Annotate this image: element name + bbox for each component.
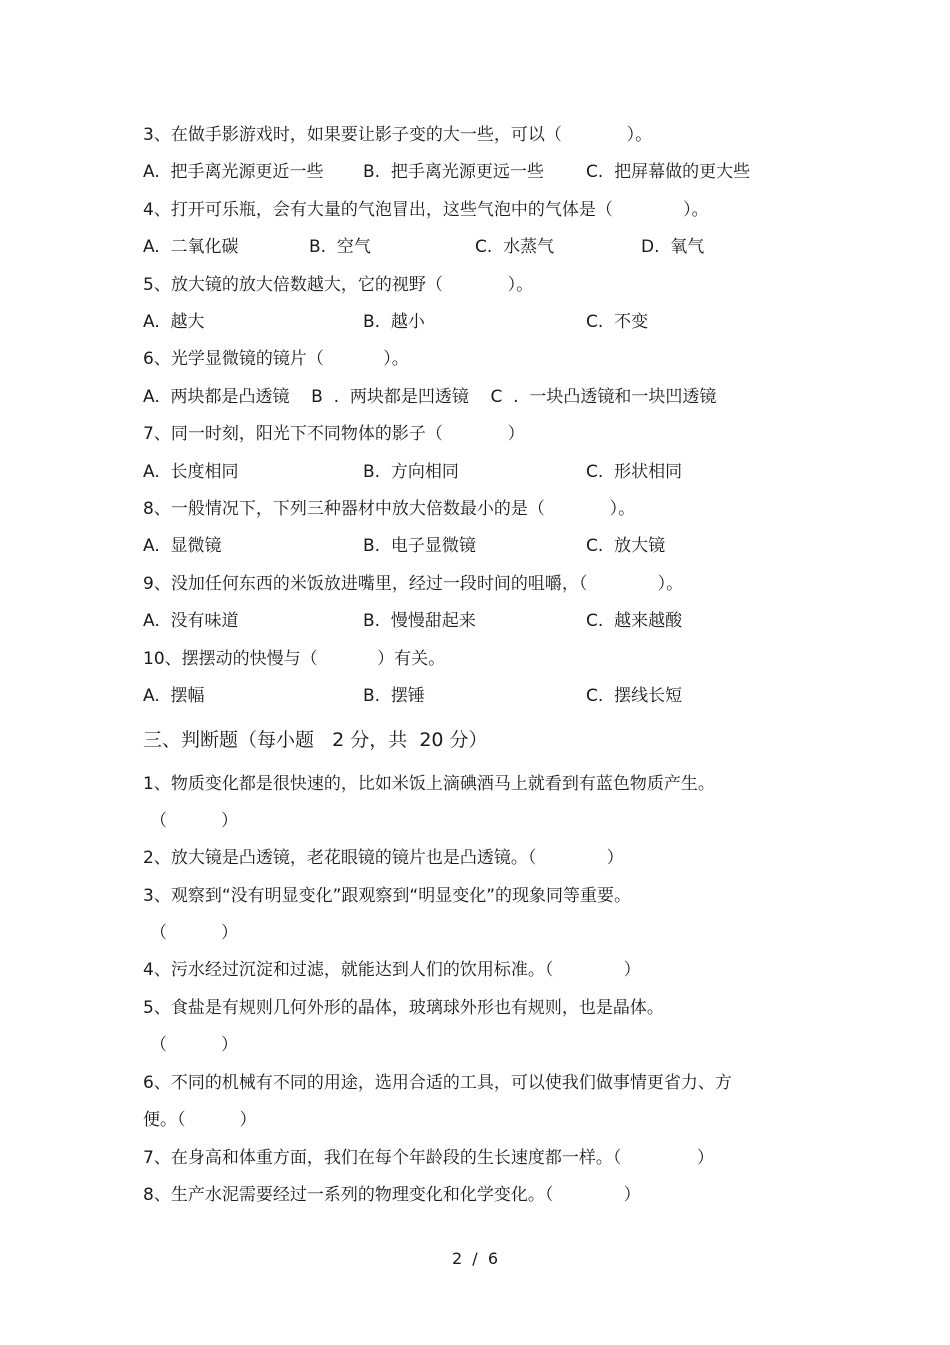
q4-option-a: A. 二氧化碳: [143, 237, 239, 257]
judge-4: 4、污水经过沉淀和过滤，就能达到人们的饮用标准。（ ）: [143, 960, 641, 980]
judge-2: 2、放大镜是凸透镜，老花眼镜的镜片也是凸透镜。（ ）: [143, 848, 624, 868]
judge-1-answer: （ ）: [150, 811, 239, 831]
q5-option-c: C. 不变: [586, 312, 649, 332]
q5-option-a: A. 越大: [143, 312, 205, 332]
q4-option-c: C. 水蒸气: [475, 237, 555, 257]
question-4: 4、打开可乐瓶，会有大量的气泡冒出，这些气泡中的气体是（ ）。: [143, 200, 709, 220]
q4-option-d: D. 氧气: [641, 237, 705, 257]
q7-option-b: B. 方向相同: [363, 462, 459, 482]
page-number: 2 / 6: [451, 1249, 499, 1268]
q9-option-c: C. 越来越酸: [586, 611, 683, 631]
q10-option-c: C. 摆线长短: [586, 686, 683, 706]
section-3-heading: 三、判断题（每小题 2 分，共 20 分）: [143, 729, 488, 751]
q3-option-a: A. 把手离光源更近一些: [143, 162, 324, 182]
q7-option-c: C. 形状相同: [586, 462, 683, 482]
judge-3-answer: （ ）: [150, 923, 239, 943]
question-9: 9、没加任何东西的米饭放进嘴里，经过一段时间的咀嚼，（ ）。: [143, 574, 684, 594]
question-7: 7、同一时刻，阳光下不同物体的影子（ ）: [143, 424, 525, 444]
judge-6-cont: 便。（ ）: [143, 1110, 257, 1130]
q3-option-c: C. 把屏幕做的更大些: [586, 162, 751, 182]
q6-options: A. 两块都是凸透镜 B . 两块都是凹透镜 C . 一块凸透镜和一块凹透镜: [143, 387, 717, 407]
q4-option-b: B. 空气: [309, 237, 371, 257]
q7-option-a: A. 长度相同: [143, 462, 239, 482]
q9-option-a: A. 没有味道: [143, 611, 239, 631]
question-10: 10、摆摆动的快慢与（ ）有关。: [143, 649, 446, 669]
q3-option-b: B. 把手离光源更远一些: [363, 162, 544, 182]
question-5: 5、放大镜的放大倍数越大，它的视野（ ）。: [143, 275, 534, 295]
q8-option-c: C. 放大镜: [586, 536, 666, 556]
judge-8: 8、生产水泥需要经过一系列的物理变化和化学变化。（ ）: [143, 1185, 641, 1205]
judge-1: 1、物质变化都是很快速的，比如米饭上滴碘酒马上就看到有蓝色物质产生。: [143, 774, 715, 794]
q8-option-a: A. 显微镜: [143, 536, 222, 556]
judge-3: 3、观察到“没有明显变化”跟观察到“明显变化”的现象同等重要。: [143, 886, 632, 906]
judge-6: 6、不同的机械有不同的用途，选用合适的工具，可以使我们做事情更省力、方: [143, 1073, 732, 1093]
q10-option-b: B. 摆锤: [363, 686, 425, 706]
judge-5-answer: （ ）: [150, 1035, 239, 1055]
q5-option-b: B. 越小: [363, 312, 425, 332]
question-6: 6、光学显微镜的镜片（ ）。: [143, 349, 409, 369]
q10-option-a: A. 摆幅: [143, 686, 205, 706]
judge-5: 5、食盐是有规则几何外形的晶体，玻璃球外形也有规则，也是晶体。: [143, 998, 664, 1018]
q8-option-b: B. 电子显微镜: [363, 536, 476, 556]
question-3: 3、在做手影游戏时，如果要让影子变的大一些，可以（ ）。: [143, 125, 653, 145]
judge-7: 7、在身高和体重方面，我们在每个年龄段的生长速度都一样。（ ）: [143, 1148, 714, 1168]
q9-option-b: B. 慢慢甜起来: [363, 611, 476, 631]
question-8: 8、一般情况下，下列三种器材中放大倍数最小的是（ ）。: [143, 499, 636, 519]
